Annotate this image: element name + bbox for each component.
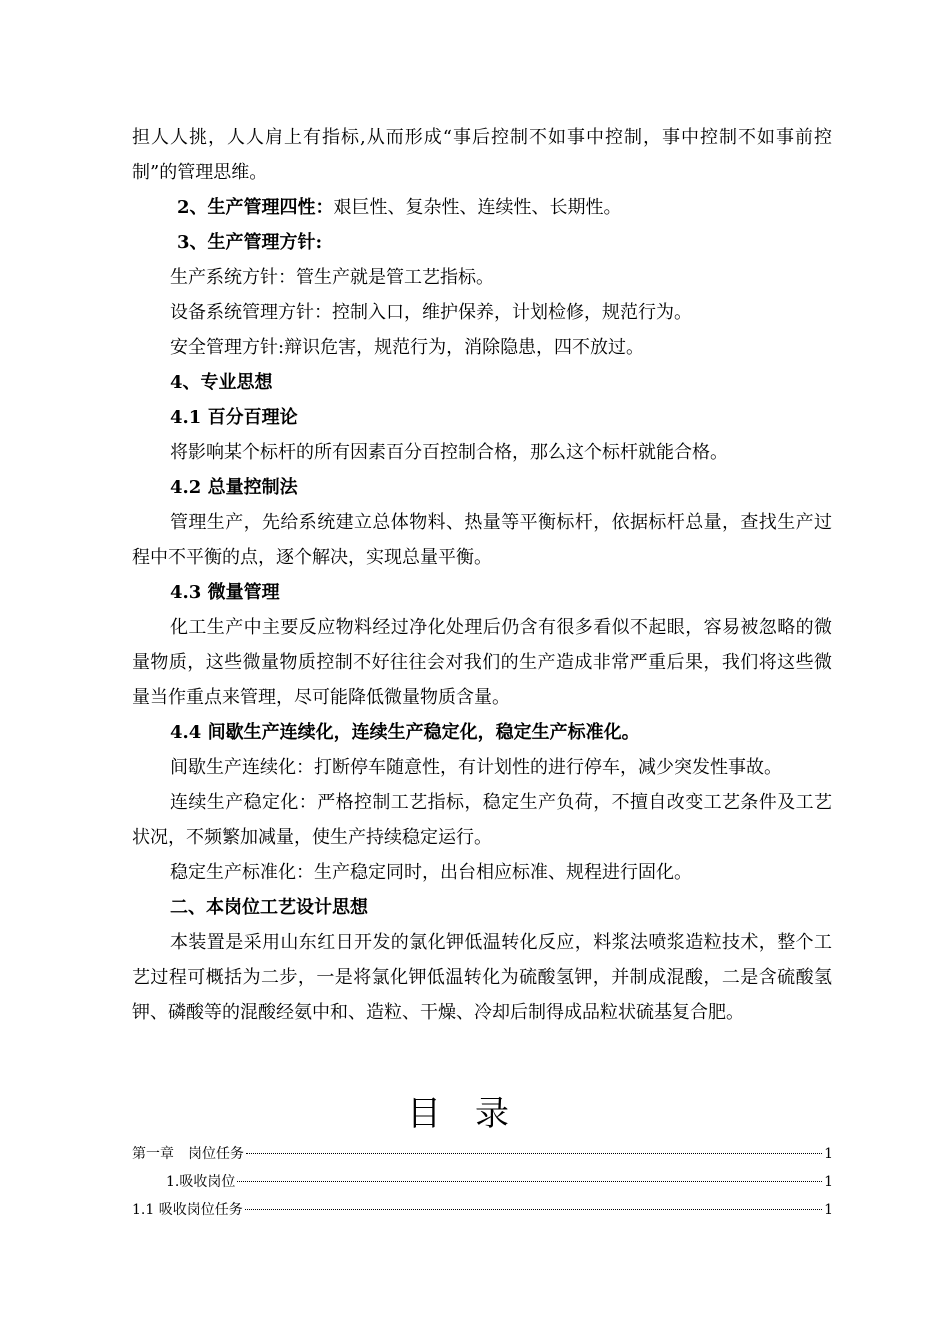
paragraph-4-4-b: 连续生产稳定化：严格控制工艺指标，稳定生产负荷，不擅自改变工艺条件及工艺状况，不频繁加减量，使生产持续稳定运行。 [132,792,832,848]
paragraph-equipment-policy: 设备系统管理方针：控制入口，维护保养，计划检修，规范行为。 [170,302,692,323]
toc-entry-page: 1 [824,1174,833,1190]
paragraph-continuation: 担人人挑，人人肩上有指标,从而形成“事后控制不如事中控制，事中控制不如事前控制”的管理思维。 [132,127,832,183]
toc-dot-leader [246,1153,822,1154]
toc-entry[interactable] [132,1140,833,1168]
toc-entry-label: 1.吸收岗位 [166,1174,236,1190]
paragraph-section-two: 本装置是采用山东红日开发的氯化钾低温转化反应，料浆法喷浆造粒技术，整个工艺过程可概括为二步，一是将氯化钾低温转化为硫酸氢钾，并制成混酸，二是含硫酸氢钾、磷酸等的混酸经氨中和、造粒、干燥、冷却后制得成品粒状硫基复合肥。 [132,932,832,1023]
heading-management-policy: 3、生产管理方针: [177,232,323,253]
paragraph-4-4-a: 间歇生产连续化：打断停车随意性，有计划性的进行停车，减少突发性事故。 [170,757,782,778]
management-traits-text: 艰巨性、复杂性、连续性、长期性。 [333,197,622,218]
heading-4-2: 4.2 总量控制法 [170,477,298,498]
paragraph-4-1: 将影响某个标杆的所有因素百分百控制合格，那么这个标杆就能合格。 [170,442,728,463]
paragraph-safety-policy: 安全管理方针:辩识危害，规范行为，消除隐患，四不放过。 [170,337,645,358]
body-text [132,120,832,1030]
paragraph-production-policy: 生产系统方针：管生产就是管工艺指标。 [170,267,494,288]
paragraph-management-traits [132,190,832,225]
heading-4-4: 4.4 间歇生产连续化，连续生产稳定化，稳定生产标准化。 [170,722,640,743]
toc-entry-page: 1 [824,1202,833,1218]
toc-entry-label: 第一章 岗位任务 [132,1146,244,1162]
table-of-contents [132,1140,833,1224]
heading-section-two: 二、本岗位工艺设计思想 [170,897,368,918]
toc-entry-label: 1.1 吸收岗位任务 [132,1202,243,1218]
toc-entry-page: 1 [824,1146,833,1162]
paragraph-4-2: 管理生产，先给系统建立总体物料、热量等平衡标杆，依据标杆总量，查找生产过程中不平衡的点，逐个解决，实现总量平衡。 [132,512,832,568]
toc-entry[interactable] [132,1196,833,1224]
heading-4-3: 4.3 微量管理 [170,582,280,603]
heading-professional-thinking: 4、专业思想 [170,372,273,393]
toc-title: 目录 [407,1094,543,1134]
toc-entry[interactable] [132,1168,833,1196]
heading-management-traits: 2、生产管理四性： [177,197,334,218]
paragraph-4-4-c: 稳定生产标准化：生产稳定同时，出台相应标准、规程进行固化。 [170,862,692,883]
heading-4-1: 4.1 百分百理论 [170,407,298,428]
paragraph-4-3: 化工生产中主要反应物料经过净化处理后仍含有很多看似不起眼，容易被忽略的微量物质，这些微量物质控制不好往往会对我们的生产造成非常严重后果，我们将这些微量当作重点来管理，尽可能降低微量物质含量。 [132,617,832,708]
toc-dot-leader [237,1181,822,1182]
toc-dot-leader [245,1209,822,1210]
